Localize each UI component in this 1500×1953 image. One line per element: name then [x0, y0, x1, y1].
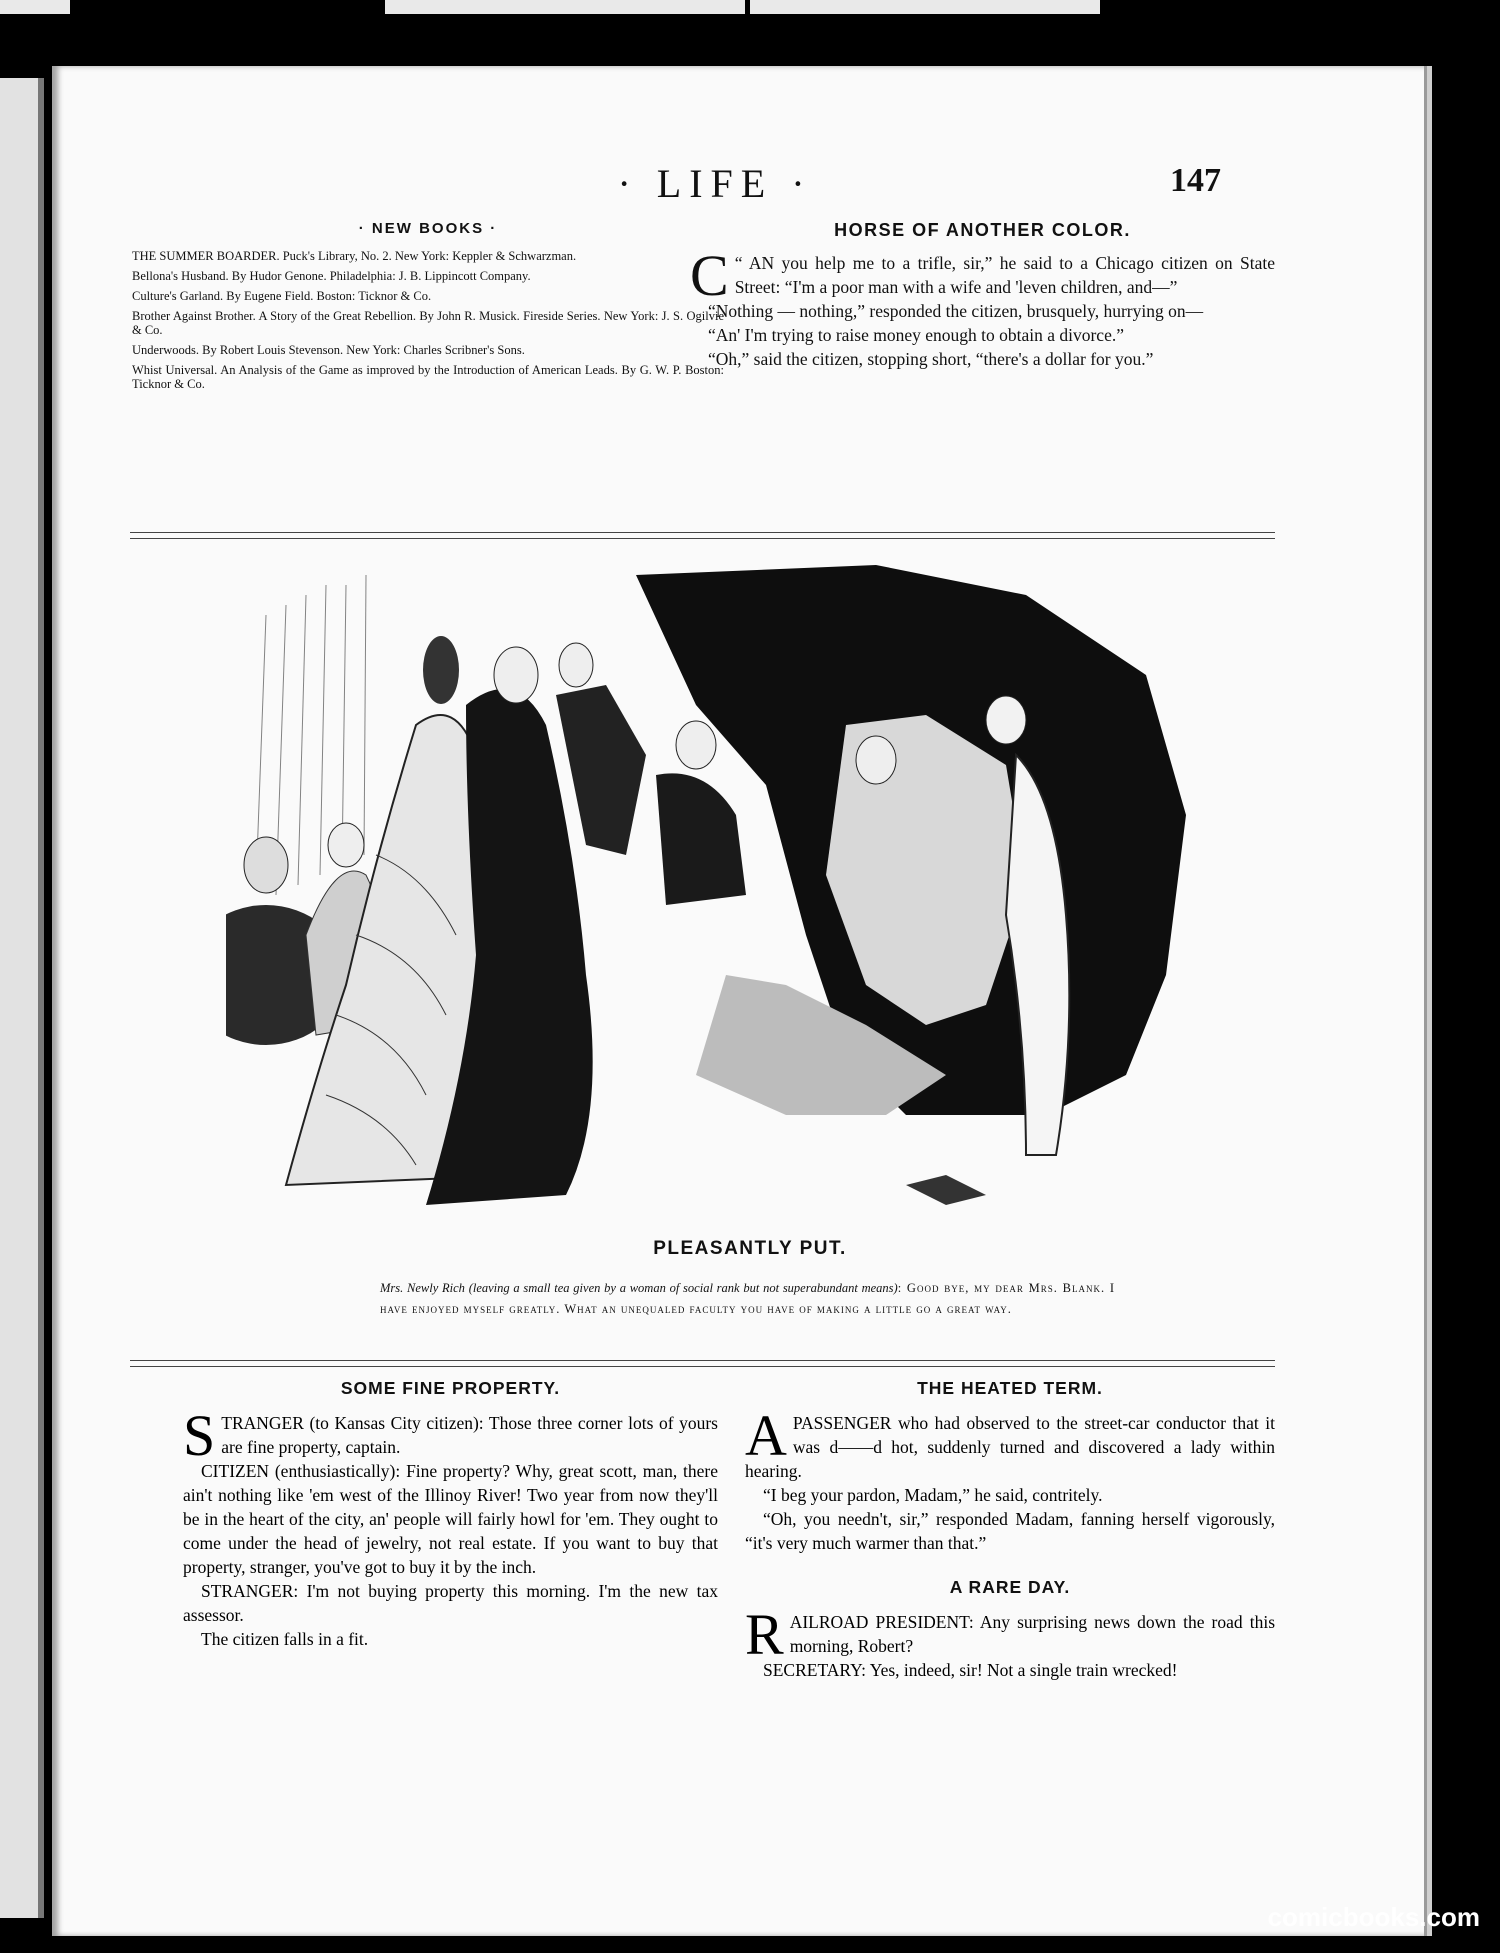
story-paragraph: “An' I'm trying to raise money enough to obtain a divorce.”: [708, 325, 1124, 345]
new-books-section: [132, 220, 724, 397]
illustration-caption: [380, 1278, 1115, 1320]
drop-cap: R: [745, 1602, 784, 1667]
rare-day-heading: A RARE DAY.: [949, 1577, 1071, 1597]
drop-cap: S: [183, 1403, 216, 1468]
masthead-title: · LIFE ·: [617, 161, 813, 206]
book-entry: THE SUMMER BOARDER. Puck's Library, No. 2. New York: Keppler & Schwarzman.: [132, 249, 577, 263]
book-entry: Brother Against Brother. A Story of the Great Rebellion. By John R. Musick. Fireside Series. New York: J. S. Ogilvie & Co.: [132, 309, 724, 337]
new-books-heading: · NEW BOOKS ·: [358, 220, 498, 237]
story-paragraph: TRANGER (to Kansas City citizen): Those three corner lots of yours are fine property, captain.: [221, 1413, 718, 1457]
previous-page-edge: [0, 78, 44, 1918]
story-paragraph: CITIZEN (enthusiastically): Fine property? Why, great scott, man, there ain't nothing like 'em west of the Illinoy River! Two year from now they'll be in the heart of the city, an' people will fairly howl for 'em. They ought to come under the head of jewelry, not real estate. If you want to buy that property, stranger, you've got to buy it by the inch.: [183, 1461, 718, 1577]
story-paragraph: “Oh, you needn't, sir,” responded Madam, fanning herself vigorously, “it's very much warmer than that.”: [745, 1509, 1275, 1553]
story-paragraph: “Oh,” said the citizen, stopping short, “there's a dollar for you.”: [708, 349, 1154, 369]
illustration-tea-party: [226, 555, 1206, 1215]
book-entry: Culture's Garland. By Eugene Field. Boston: Ticknor & Co.: [132, 289, 432, 303]
caption-speaker: Mrs. Newly Rich: [380, 1281, 465, 1295]
caption-line: : Good bye, my dear Mrs. Blank. I have enjoyed myself greatly. What an unequaled faculty you have of making a little go a great way.: [380, 1281, 1115, 1316]
story-paragraph: SECRETARY: Yes, indeed, sir! Not a single train wrecked!: [763, 1660, 1178, 1680]
scan-edge: [750, 0, 1100, 14]
scan-edge: [385, 0, 745, 14]
book-entry: Underwoods. By Robert Louis Stevenson. New York: Charles Scribner's Sons.: [132, 343, 525, 357]
horse-story: [690, 220, 1275, 371]
caption-stage-direction: (leaving a small tea given by a woman of social rank but not superabundant means): [468, 1281, 898, 1295]
drop-cap: A: [745, 1403, 787, 1468]
divider-rule: [130, 532, 1275, 539]
story-paragraph: PASSENGER who had observed to the street-car conductor that it was d——d hot, suddenly turned and discovered a lady within hearing.: [745, 1413, 1275, 1481]
page-number: 147: [1170, 162, 1221, 199]
book-entry: Whist Universal. An Analysis of the Game as improved by the Introduction of American Leads. By G. W. P. Boston: Ticknor & Co.: [132, 363, 724, 391]
right-column: [745, 1378, 1275, 1682]
divider-rule: [130, 1360, 1275, 1367]
story-paragraph: The citizen falls in a fit.: [201, 1629, 369, 1649]
property-story: [183, 1378, 718, 1651]
story-paragraph: “ AN you help me to a trifle, sir,” he said to a Chicago citizen on State Street: “I'm a poor man with a wife and 'leven children, and—”: [734, 253, 1275, 297]
story-paragraph: STRANGER: I'm not buying property this morning. I'm the new tax assessor.: [183, 1581, 718, 1625]
drop-cap: C: [690, 243, 729, 308]
story-paragraph: AILROAD PRESIDENT: Any surprising news down the road this morning, Robert?: [789, 1612, 1275, 1656]
book-entry: Bellona's Husband. By Hudor Genone. Philadelphia: J. B. Lippincott Company.: [132, 269, 531, 283]
horse-heading: HORSE OF ANOTHER COLOR.: [834, 220, 1131, 240]
site-watermark: comicbooks.com: [1267, 1902, 1480, 1932]
story-paragraph: “I beg your pardon, Madam,” he said, contritely.: [763, 1485, 1103, 1505]
scan-edge: [0, 0, 70, 14]
top-scan-border: [0, 0, 1500, 62]
illustration-title: PLEASANTLY PUT.: [653, 1238, 847, 1259]
heated-heading: THE HEATED TERM.: [917, 1378, 1103, 1398]
story-paragraph: “Nothing — nothing,” responded the citizen, brusquely, hurrying on—: [708, 301, 1204, 321]
property-heading: SOME FINE PROPERTY.: [340, 1378, 561, 1398]
